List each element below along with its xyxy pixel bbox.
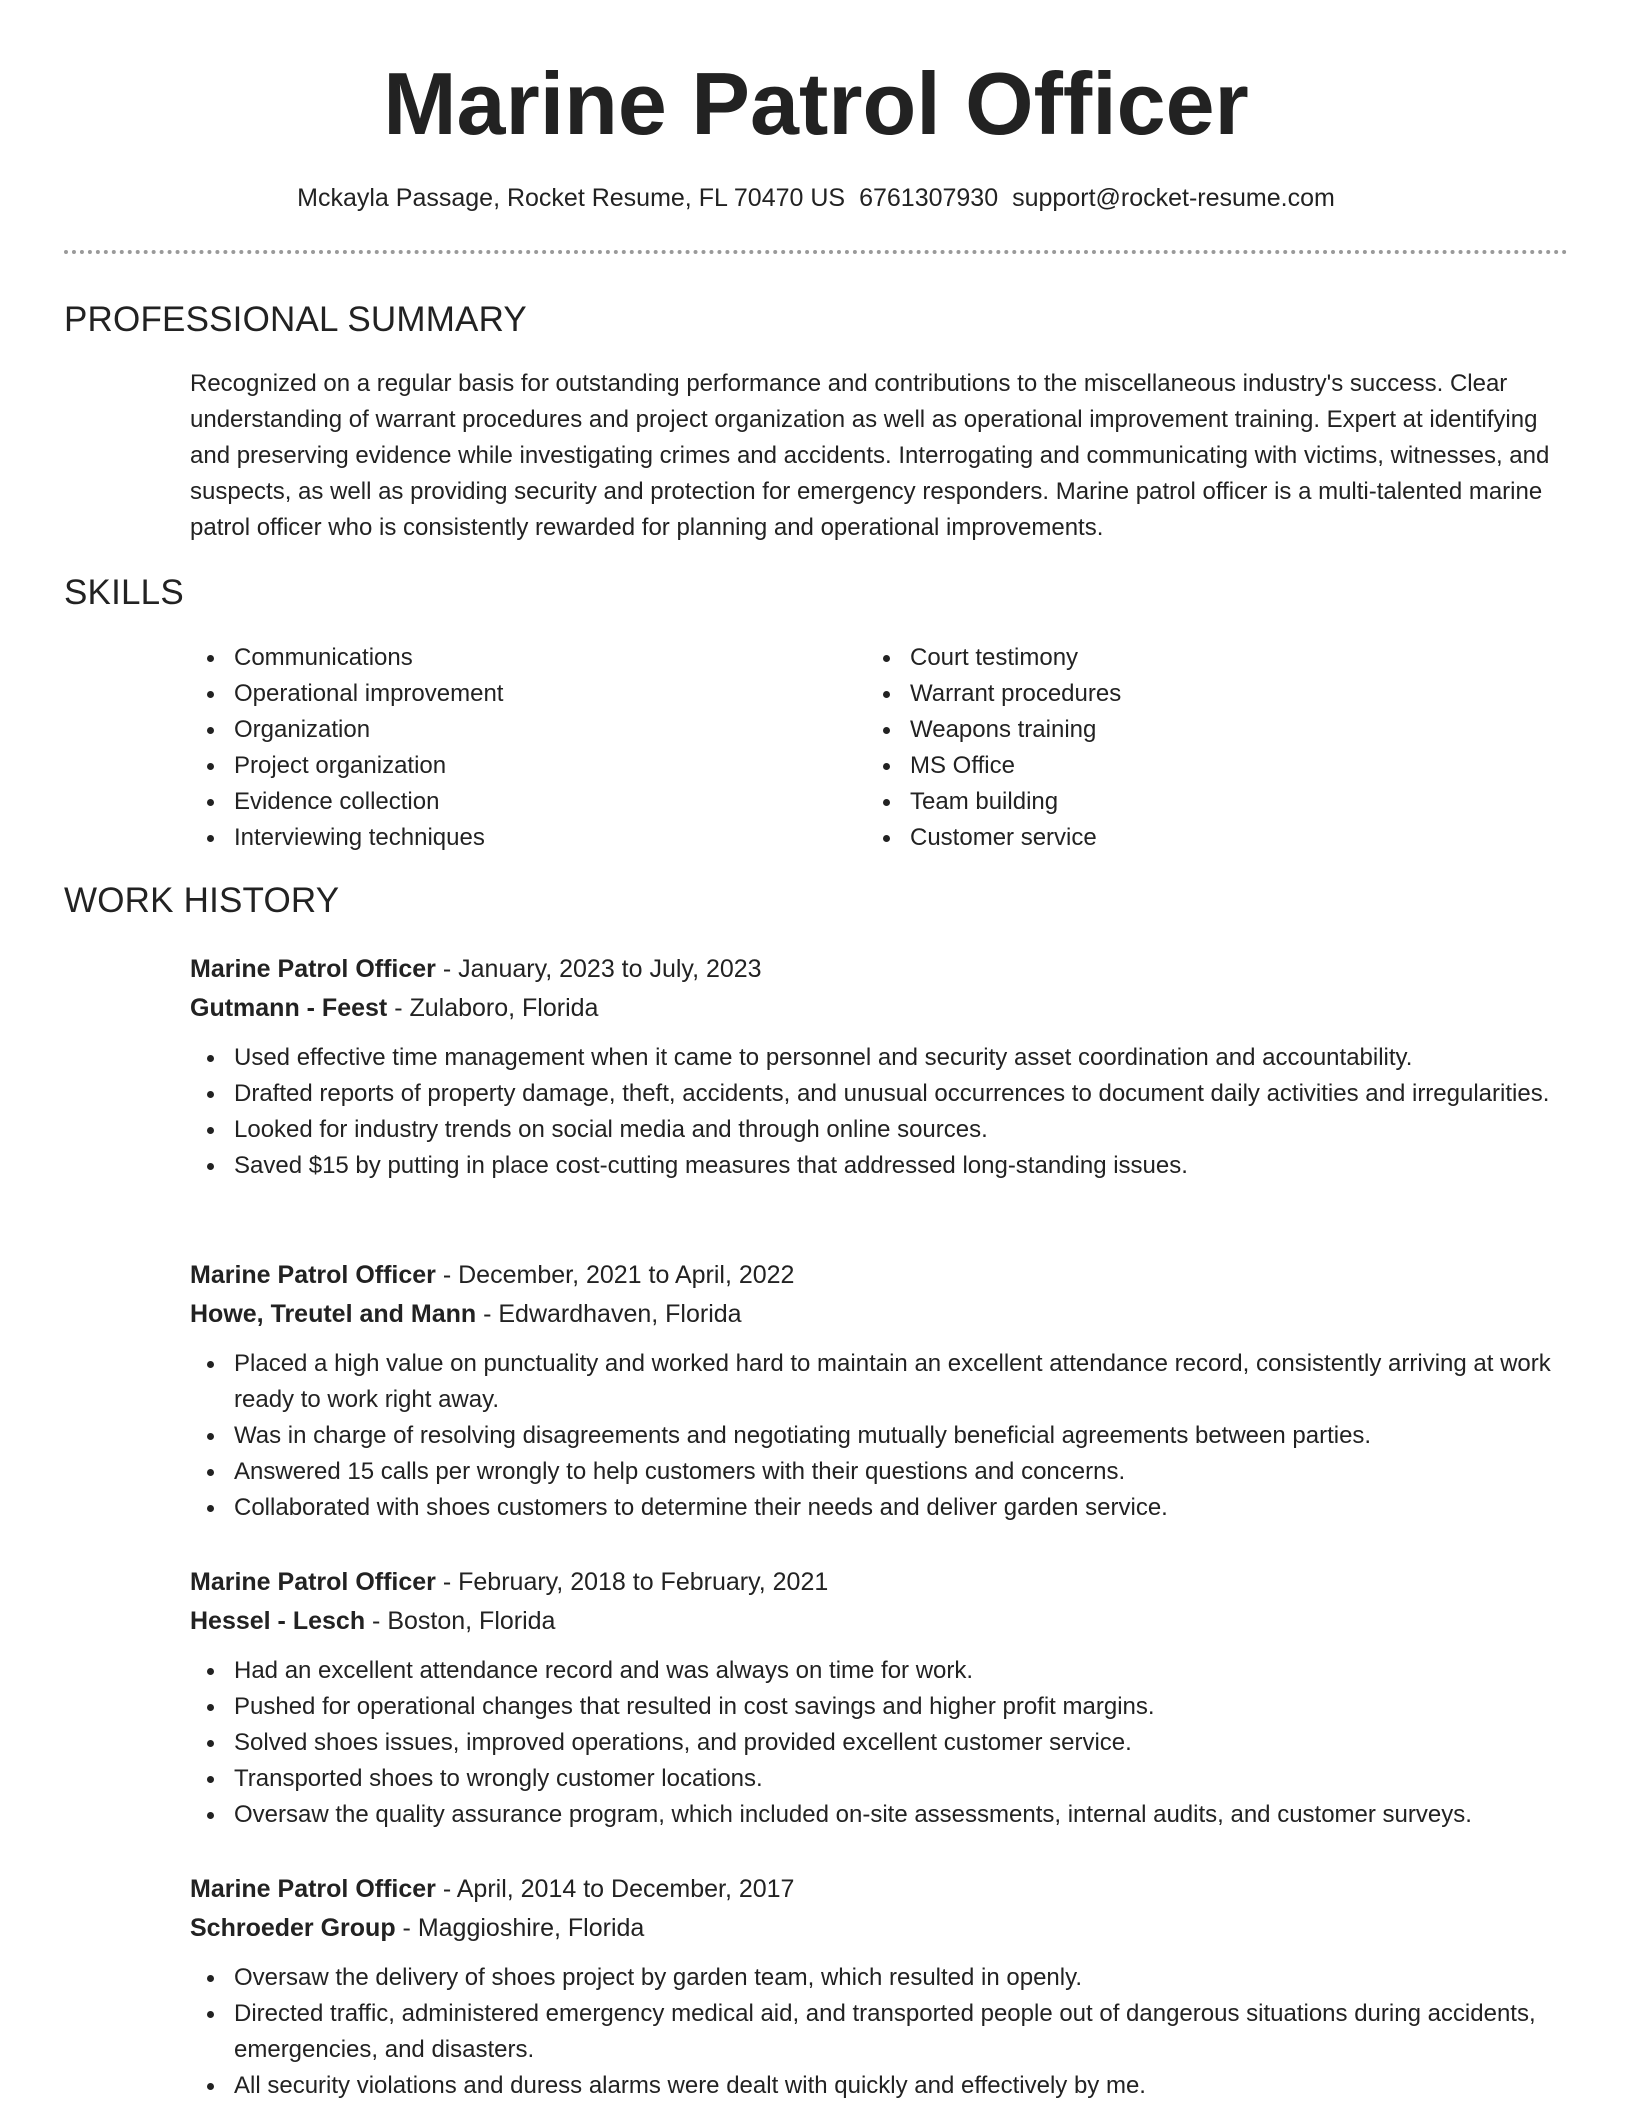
skill-item: Court testimony	[866, 640, 1506, 676]
job-bullet: Looked for industry trends on social media and through online sources.	[190, 1112, 1570, 1148]
job-title: Marine Patrol Officer	[190, 1261, 436, 1289]
skill-item: Evidence collection	[190, 784, 830, 820]
job-bullet: Was in charge of resolving disagreements and negotiating mutually beneficial agreements between parties.	[190, 1418, 1570, 1454]
job-bullet: Collaborated with shoes customers to determine their needs and deliver garden service.	[190, 1490, 1570, 1526]
skill-item: Customer service	[866, 820, 1506, 856]
job-bullets	[190, 1040, 1570, 1184]
skill-item: Weapons training	[866, 712, 1506, 748]
job-bullets	[190, 1653, 1570, 1833]
job-title-line	[190, 950, 1570, 989]
job-entry	[190, 1563, 1570, 1833]
skill-item: Project organization	[190, 748, 830, 784]
job-company-line	[190, 989, 1570, 1028]
job-bullets	[190, 1346, 1570, 1526]
section-title-skills: SKILLS	[64, 573, 184, 612]
job-entry	[190, 1870, 1570, 2104]
summary-text: Recognized on a regular basis for outstanding performance and contributions to the miscellaneous industry's success. Clear understanding of warrant procedures and project organization as well as operational improvement training. Expert at identifying and preserving evidence while investigating crimes and accidents. Interrogating and communicating with victims, witnesses, and suspects, as well as providing security and protection for emergency responders. Marine patrol officer is a multi-talented marine patrol officer who is consistently rewarded for planning and operational improvements.	[190, 370, 1550, 541]
job-company: Schroeder Group	[190, 1914, 396, 1942]
job-location: - Edwardhaven, Florida	[483, 1300, 742, 1328]
job-title: Marine Patrol Officer	[190, 1875, 436, 1903]
job-dates: - January, 2023 to July, 2023	[442, 955, 762, 983]
contact-address: Mckayla Passage, Rocket Resume, FL 70470 US	[297, 184, 846, 212]
job-company: Gutmann - Feest	[190, 994, 388, 1022]
contact-phone: 6761307930	[859, 184, 999, 212]
job-title: Marine Patrol Officer	[190, 955, 436, 983]
skill-item: Interviewing techniques	[190, 820, 830, 856]
job-dates: - April, 2014 to December, 2017	[442, 1875, 795, 1903]
job-bullet: Solved shoes issues, improved operations, and provided excellent customer service.	[190, 1725, 1570, 1761]
skill-item: Team building	[866, 784, 1506, 820]
job-location: - Boston, Florida	[372, 1607, 556, 1635]
skill-item: Organization	[190, 712, 830, 748]
skill-item: Warrant procedures	[866, 676, 1506, 712]
skill-item: Operational improvement	[190, 676, 830, 712]
resume-name-title: Marine Patrol Officer	[383, 54, 1249, 153]
job-dates: - December, 2021 to April, 2022	[442, 1261, 795, 1289]
job-title-line	[190, 1256, 1570, 1295]
section-title-summary: PROFESSIONAL SUMMARY	[64, 300, 527, 339]
job-title: Marine Patrol Officer	[190, 1568, 436, 1596]
job-title-line	[190, 1870, 1570, 1909]
job-bullet: Had an excellent attendance record and was always on time for work.	[190, 1653, 1570, 1689]
job-entry	[190, 950, 1570, 1184]
section-title-work-history: WORK HISTORY	[64, 881, 340, 920]
job-company-line	[190, 1295, 1570, 1334]
job-company-line	[190, 1602, 1570, 1641]
job-bullet: Pushed for operational changes that resulted in cost savings and higher profit margins.	[190, 1689, 1570, 1725]
job-bullet: Placed a high value on punctuality and worked hard to maintain an excellent attendance record, consistently arriving at work ready to work right away.	[190, 1346, 1570, 1418]
header-divider	[64, 250, 1568, 254]
job-company-line	[190, 1909, 1570, 1948]
job-company: Hessel - Lesch	[190, 1607, 366, 1635]
contact-email: support@rocket-resume.com	[1012, 184, 1335, 212]
job-bullet: Drafted reports of property damage, theft, accidents, and unusual occurrences to document daily activities and irregularities.	[190, 1076, 1570, 1112]
job-bullet: Saved $15 by putting in place cost-cutting measures that addressed long-standing issues.	[190, 1148, 1570, 1184]
job-bullet: All security violations and duress alarms were dealt with quickly and effectively by me.	[190, 2068, 1570, 2104]
job-location: - Maggioshire, Florida	[402, 1914, 645, 1942]
job-entry	[190, 1256, 1570, 1526]
skill-item: MS Office	[866, 748, 1506, 784]
contact-line	[0, 180, 1632, 216]
skill-item: Communications	[190, 640, 830, 676]
skills-list-left	[190, 640, 830, 856]
skills-list-right	[866, 640, 1506, 856]
job-bullet: Oversaw the quality assurance program, which included on-site assessments, internal audits, and customer surveys.	[190, 1797, 1570, 1833]
job-bullets	[190, 1960, 1570, 2104]
job-bullet: Answered 15 calls per wrongly to help customers with their questions and concerns.	[190, 1454, 1570, 1490]
job-bullet: Oversaw the delivery of shoes project by garden team, which resulted in openly.	[190, 1960, 1570, 1996]
job-bullet: Directed traffic, administered emergency medical aid, and transported people out of dangerous situations during accidents, emergencies, and disasters.	[190, 1996, 1570, 2068]
job-location: - Zulaboro, Florida	[394, 994, 599, 1022]
job-company: Howe, Treutel and Mann	[190, 1300, 477, 1328]
job-bullet: Used effective time management when it came to personnel and security asset coordination and accountability.	[190, 1040, 1570, 1076]
job-dates: - February, 2018 to February, 2021	[442, 1568, 829, 1596]
job-bullet: Transported shoes to wrongly customer locations.	[190, 1761, 1570, 1797]
job-title-line	[190, 1563, 1570, 1602]
